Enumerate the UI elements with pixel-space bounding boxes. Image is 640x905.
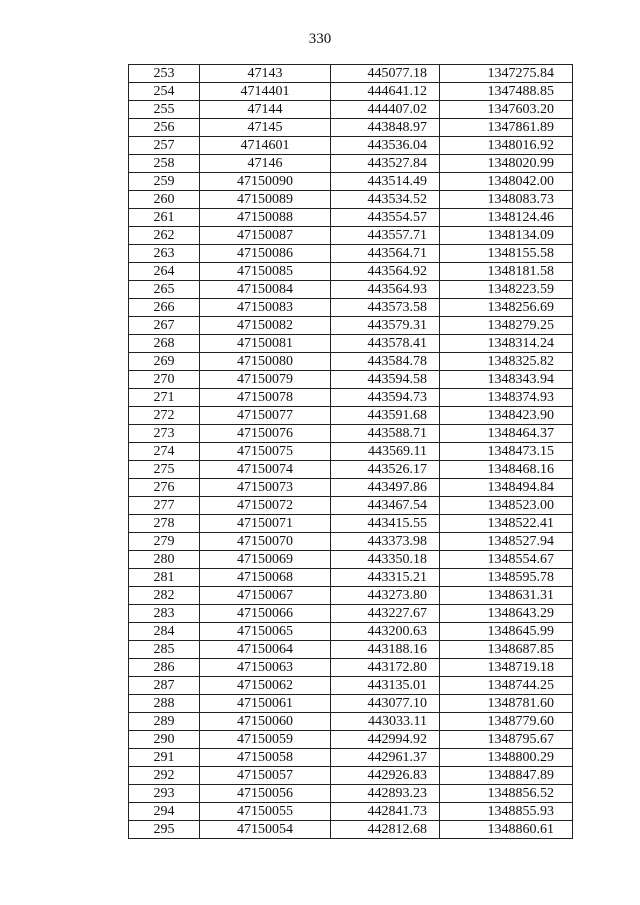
x-coordinate-cell: 443350.18 [331,551,440,569]
point-number-cell: 272 [129,407,200,425]
point-number-cell: 276 [129,479,200,497]
x-coordinate-cell: 443557.71 [331,227,440,245]
x-coordinate-cell: 443315.21 [331,569,440,587]
point-id-cell: 47150070 [200,533,331,551]
table-row [129,371,573,389]
point-id-cell: 47150069 [200,551,331,569]
y-coordinate-cell: 1348522.41 [440,515,573,533]
point-number-cell: 254 [129,83,200,101]
y-coordinate-cell: 1347861.89 [440,119,573,137]
point-number-cell: 266 [129,299,200,317]
coordinates-table-body [129,65,573,839]
x-coordinate-cell: 443415.55 [331,515,440,533]
table-row [129,767,573,785]
x-coordinate-cell: 443579.31 [331,317,440,335]
y-coordinate-cell: 1348795.67 [440,731,573,749]
point-number-cell: 261 [129,209,200,227]
table-row [129,191,573,209]
x-coordinate-cell: 443227.67 [331,605,440,623]
point-id-cell: 47150083 [200,299,331,317]
x-coordinate-cell: 443536.04 [331,137,440,155]
point-id-cell: 47150089 [200,191,331,209]
point-number-cell: 289 [129,713,200,731]
point-id-cell: 47150062 [200,677,331,695]
y-coordinate-cell: 1348124.46 [440,209,573,227]
point-id-cell: 47150061 [200,695,331,713]
point-id-cell: 47150058 [200,749,331,767]
table-row [129,317,573,335]
point-id-cell: 47143 [200,65,331,83]
x-coordinate-cell: 443467.54 [331,497,440,515]
y-coordinate-cell: 1348554.67 [440,551,573,569]
table-row [129,695,573,713]
y-coordinate-cell: 1348464.37 [440,425,573,443]
point-id-cell: 47150084 [200,281,331,299]
point-number-cell: 260 [129,191,200,209]
point-id-cell: 47150057 [200,767,331,785]
point-number-cell: 275 [129,461,200,479]
point-number-cell: 290 [129,731,200,749]
table-row [129,299,573,317]
point-number-cell: 277 [129,497,200,515]
y-coordinate-cell: 1348779.60 [440,713,573,731]
y-coordinate-cell: 1348847.89 [440,767,573,785]
point-id-cell: 47150071 [200,515,331,533]
point-number-cell: 287 [129,677,200,695]
y-coordinate-cell: 1348256.69 [440,299,573,317]
point-id-cell: 47144 [200,101,331,119]
point-id-cell: 47150085 [200,263,331,281]
table-row [129,749,573,767]
point-number-cell: 294 [129,803,200,821]
point-id-cell: 47145 [200,119,331,137]
point-id-cell: 47150068 [200,569,331,587]
y-coordinate-cell: 1348527.94 [440,533,573,551]
y-coordinate-cell: 1348279.25 [440,317,573,335]
y-coordinate-cell: 1348781.60 [440,695,573,713]
point-number-cell: 295 [129,821,200,839]
point-id-cell: 47150076 [200,425,331,443]
y-coordinate-cell: 1348523.00 [440,497,573,515]
y-coordinate-cell: 1347275.84 [440,65,573,83]
table-row [129,803,573,821]
y-coordinate-cell: 1348181.58 [440,263,573,281]
point-number-cell: 274 [129,443,200,461]
point-number-cell: 282 [129,587,200,605]
x-coordinate-cell: 443172.80 [331,659,440,677]
point-number-cell: 256 [129,119,200,137]
x-coordinate-cell: 443591.68 [331,407,440,425]
y-coordinate-cell: 1348374.93 [440,389,573,407]
point-number-cell: 255 [129,101,200,119]
point-number-cell: 281 [129,569,200,587]
y-coordinate-cell: 1348423.90 [440,407,573,425]
x-coordinate-cell: 443033.11 [331,713,440,731]
y-coordinate-cell: 1348744.25 [440,677,573,695]
point-number-cell: 269 [129,353,200,371]
table-row [129,137,573,155]
table-row [129,587,573,605]
point-number-cell: 268 [129,335,200,353]
x-coordinate-cell: 444407.02 [331,101,440,119]
table-row [129,623,573,641]
point-number-cell: 273 [129,425,200,443]
table-row [129,407,573,425]
point-id-cell: 47150090 [200,173,331,191]
y-coordinate-cell: 1348155.58 [440,245,573,263]
point-number-cell: 288 [129,695,200,713]
point-number-cell: 262 [129,227,200,245]
table-row [129,677,573,695]
table-row [129,443,573,461]
point-id-cell: 47150065 [200,623,331,641]
point-id-cell: 47150059 [200,731,331,749]
table-row [129,227,573,245]
page-number: 330 [308,31,332,47]
y-coordinate-cell: 1348343.94 [440,371,573,389]
point-id-cell: 47150072 [200,497,331,515]
y-coordinate-cell: 1348645.99 [440,623,573,641]
y-coordinate-cell: 1348719.18 [440,659,573,677]
point-id-cell: 47150087 [200,227,331,245]
x-coordinate-cell: 442961.37 [331,749,440,767]
table-row [129,533,573,551]
x-coordinate-cell: 445077.18 [331,65,440,83]
y-coordinate-cell: 1348325.82 [440,353,573,371]
x-coordinate-cell: 443200.63 [331,623,440,641]
point-number-cell: 279 [129,533,200,551]
point-id-cell: 47150054 [200,821,331,839]
x-coordinate-cell: 443497.86 [331,479,440,497]
x-coordinate-cell: 442893.23 [331,785,440,803]
x-coordinate-cell: 443578.41 [331,335,440,353]
coordinates-table [128,64,573,839]
point-number-cell: 292 [129,767,200,785]
point-id-cell: 47150078 [200,389,331,407]
point-number-cell: 293 [129,785,200,803]
x-coordinate-cell: 442926.83 [331,767,440,785]
point-id-cell: 47146 [200,155,331,173]
point-number-cell: 284 [129,623,200,641]
table-row [129,731,573,749]
table-row [129,425,573,443]
point-id-cell: 47150086 [200,245,331,263]
point-number-cell: 280 [129,551,200,569]
point-id-cell: 47150060 [200,713,331,731]
table-row [129,821,573,839]
x-coordinate-cell: 443135.01 [331,677,440,695]
point-number-cell: 267 [129,317,200,335]
x-coordinate-cell: 443848.97 [331,119,440,137]
point-number-cell: 270 [129,371,200,389]
x-coordinate-cell: 443564.71 [331,245,440,263]
x-coordinate-cell: 443569.11 [331,443,440,461]
table-row [129,101,573,119]
y-coordinate-cell: 1348468.16 [440,461,573,479]
x-coordinate-cell: 443514.49 [331,173,440,191]
y-coordinate-cell: 1347603.20 [440,101,573,119]
x-coordinate-cell: 443273.80 [331,587,440,605]
table-row [129,389,573,407]
x-coordinate-cell: 443534.52 [331,191,440,209]
point-id-cell: 47150067 [200,587,331,605]
x-coordinate-cell: 443373.98 [331,533,440,551]
x-coordinate-cell: 443077.10 [331,695,440,713]
table-row [129,641,573,659]
point-id-cell: 4714401 [200,83,331,101]
point-id-cell: 47150077 [200,407,331,425]
x-coordinate-cell: 443584.78 [331,353,440,371]
point-id-cell: 47150075 [200,443,331,461]
table-row [129,281,573,299]
y-coordinate-cell: 1348800.29 [440,749,573,767]
point-id-cell: 4714601 [200,137,331,155]
x-coordinate-cell: 442812.68 [331,821,440,839]
y-coordinate-cell: 1348687.85 [440,641,573,659]
table-row [129,551,573,569]
point-id-cell: 47150079 [200,371,331,389]
table-row [129,479,573,497]
y-coordinate-cell: 1348856.52 [440,785,573,803]
table-row [129,713,573,731]
y-coordinate-cell: 1348631.31 [440,587,573,605]
table-row [129,569,573,587]
point-id-cell: 47150055 [200,803,331,821]
x-coordinate-cell: 443573.58 [331,299,440,317]
point-number-cell: 253 [129,65,200,83]
x-coordinate-cell: 443564.93 [331,281,440,299]
point-number-cell: 283 [129,605,200,623]
table-row [129,605,573,623]
point-number-cell: 285 [129,641,200,659]
point-id-cell: 47150063 [200,659,331,677]
table-row [129,173,573,191]
y-coordinate-cell: 1348494.84 [440,479,573,497]
x-coordinate-cell: 443564.92 [331,263,440,281]
table-row [129,353,573,371]
y-coordinate-cell: 1347488.85 [440,83,573,101]
table-row [129,65,573,83]
x-coordinate-cell: 442994.92 [331,731,440,749]
table-row [129,659,573,677]
table-row [129,245,573,263]
point-number-cell: 286 [129,659,200,677]
table-row [129,83,573,101]
table-row [129,335,573,353]
y-coordinate-cell: 1348860.61 [440,821,573,839]
x-coordinate-cell: 443594.58 [331,371,440,389]
x-coordinate-cell: 443594.73 [331,389,440,407]
y-coordinate-cell: 1348042.00 [440,173,573,191]
y-coordinate-cell: 1348134.09 [440,227,573,245]
x-coordinate-cell: 442841.73 [331,803,440,821]
x-coordinate-cell: 444641.12 [331,83,440,101]
x-coordinate-cell: 443588.71 [331,425,440,443]
point-id-cell: 47150064 [200,641,331,659]
point-id-cell: 47150080 [200,353,331,371]
table-row [129,461,573,479]
point-id-cell: 47150056 [200,785,331,803]
point-id-cell: 47150073 [200,479,331,497]
x-coordinate-cell: 443188.16 [331,641,440,659]
table-row [129,515,573,533]
point-id-cell: 47150082 [200,317,331,335]
point-number-cell: 271 [129,389,200,407]
point-id-cell: 47150074 [200,461,331,479]
y-coordinate-cell: 1348643.29 [440,605,573,623]
y-coordinate-cell: 1348083.73 [440,191,573,209]
y-coordinate-cell: 1348473.15 [440,443,573,461]
x-coordinate-cell: 443526.17 [331,461,440,479]
point-number-cell: 258 [129,155,200,173]
point-number-cell: 278 [129,515,200,533]
y-coordinate-cell: 1348314.24 [440,335,573,353]
y-coordinate-cell: 1348016.92 [440,137,573,155]
point-number-cell: 259 [129,173,200,191]
table-row [129,209,573,227]
y-coordinate-cell: 1348020.99 [440,155,573,173]
y-coordinate-cell: 1348595.78 [440,569,573,587]
table-row [129,155,573,173]
point-number-cell: 257 [129,137,200,155]
point-number-cell: 263 [129,245,200,263]
point-id-cell: 47150088 [200,209,331,227]
table-row [129,263,573,281]
y-coordinate-cell: 1348855.93 [440,803,573,821]
table-row [129,497,573,515]
table-row [129,785,573,803]
point-id-cell: 47150066 [200,605,331,623]
table-row [129,119,573,137]
y-coordinate-cell: 1348223.59 [440,281,573,299]
point-id-cell: 47150081 [200,335,331,353]
point-number-cell: 265 [129,281,200,299]
x-coordinate-cell: 443527.84 [331,155,440,173]
x-coordinate-cell: 443554.57 [331,209,440,227]
point-number-cell: 291 [129,749,200,767]
point-number-cell: 264 [129,263,200,281]
